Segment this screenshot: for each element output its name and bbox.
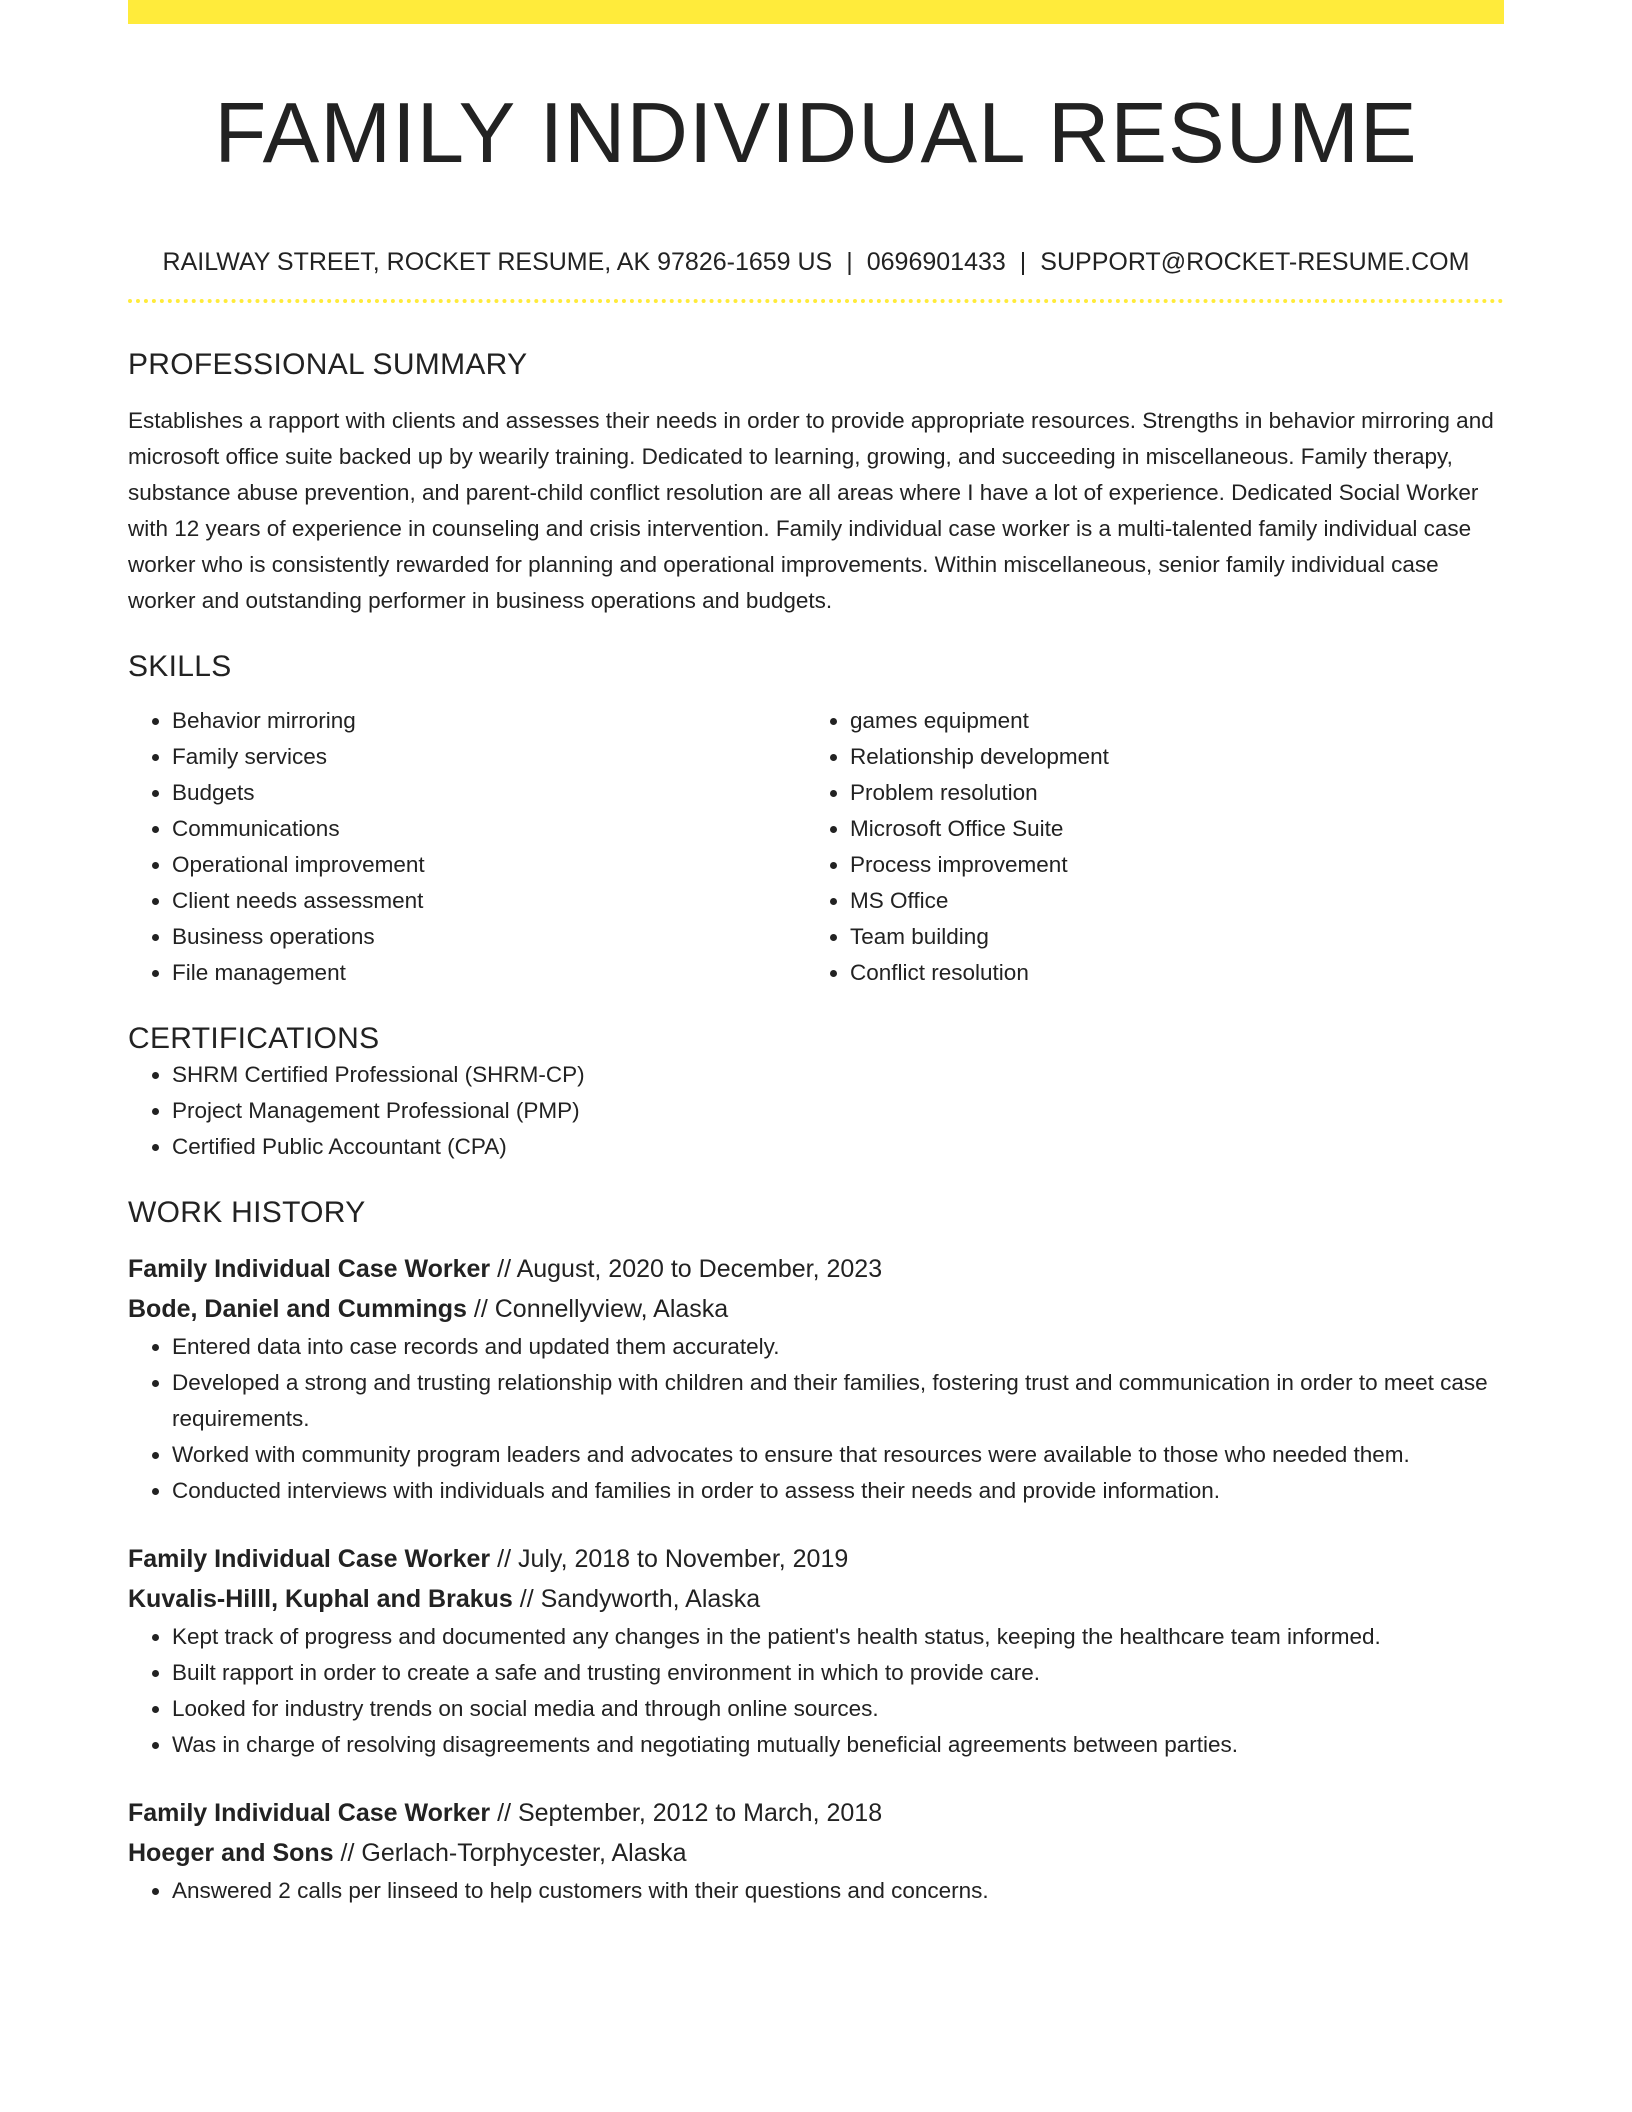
contact-separator: | [846, 248, 853, 276]
job-company-line [128, 1833, 1504, 1873]
job-title-line [128, 1793, 1504, 1833]
job-company-line [128, 1289, 1504, 1329]
job-bullet: • Looked for industry trends on social media and through online sources. [172, 1691, 1504, 1727]
certification-item: • SHRM Certified Professional (SHRM-CP) [172, 1057, 1504, 1093]
section-title-summary: PROFESSIONAL SUMMARY [128, 348, 528, 381]
job-bullet: • Kept track of progress and documented any changes in the patient's health status, keeping the healthcare team informed. [172, 1619, 1504, 1655]
job-location: Gerlach-Torphycester, Alaska [361, 1839, 687, 1867]
skill-item: • Operational improvement [172, 847, 806, 883]
job-location: Connellyview, Alaska [494, 1295, 729, 1323]
skills-columns [128, 703, 1504, 991]
job-bullet-list [128, 1329, 1504, 1509]
job-role: Family Individual Case Worker [128, 1255, 491, 1283]
job-dates: September, 2012 to March, 2018 [517, 1799, 883, 1827]
job-title-line [128, 1539, 1504, 1579]
work-history-section [128, 1195, 1504, 1909]
skills-column-left [128, 703, 806, 991]
job-bullet: • Conducted interviews with individuals and families in order to assess their needs and provide information. [172, 1473, 1504, 1509]
section-title-skills: SKILLS [128, 650, 232, 683]
skill-item: • Relationship development [850, 739, 1484, 775]
dotted-divider [128, 299, 1504, 303]
contact-phone: 0696901433 [866, 248, 1006, 276]
job-company-line [128, 1579, 1504, 1619]
contact-email: SUPPORT@ROCKET-RESUME.COM [1040, 248, 1470, 276]
job-entry [128, 1249, 1504, 1509]
job-bullet: • Worked with community program leaders and advocates to ensure that resources were available to those who needed them. [172, 1437, 1504, 1473]
summary-section [128, 347, 1504, 619]
certification-item: • Certified Public Accountant (CPA) [172, 1129, 1504, 1165]
skill-item: • Problem resolution [850, 775, 1484, 811]
skill-item: • Conflict resolution [850, 955, 1484, 991]
job-bullet: • Was in charge of resolving disagreements and negotiating mutually beneficial agreements between parties. [172, 1727, 1504, 1763]
contact-separator: | [1019, 248, 1027, 276]
skill-item: • Client needs assessment [172, 883, 806, 919]
job-role: Family Individual Case Worker [128, 1799, 491, 1827]
skill-item: • Behavior mirroring [172, 703, 806, 739]
skill-item: • Microsoft Office Suite [850, 811, 1484, 847]
job-separator: // [512, 1585, 541, 1613]
skill-item: • Communications [172, 811, 806, 847]
skills-column-right [806, 703, 1484, 991]
job-bullet-list [128, 1873, 1504, 1909]
resume-name: FAMILY INDIVIDUAL RESUME [214, 86, 1418, 181]
job-dates: August, 2020 to December, 2023 [516, 1255, 883, 1283]
job-separator: // [466, 1295, 495, 1323]
job-entry [128, 1539, 1504, 1763]
job-location: Sandyworth, Alaska [540, 1585, 761, 1613]
resume-page [128, 0, 1504, 1909]
skill-item: • games equipment [850, 703, 1484, 739]
job-company: Kuvalis-Hilll, Kuphal and Brakus [128, 1585, 513, 1613]
certification-list [128, 1057, 1504, 1165]
skills-section [128, 649, 1504, 991]
job-bullet-list [128, 1619, 1504, 1763]
job-bullet: • Built rapport in order to create a safe and trusting environment in which to provide care. [172, 1655, 1504, 1691]
skill-item: • Family services [172, 739, 806, 775]
skill-item: • File management [172, 955, 806, 991]
job-bullet: • Entered data into case records and updated them accurately. [172, 1329, 1504, 1365]
job-entry [128, 1793, 1504, 1909]
job-separator: // [490, 1799, 518, 1827]
skill-item: • Budgets [172, 775, 806, 811]
job-role: Family Individual Case Worker [128, 1545, 491, 1573]
section-title-work-history: WORK HISTORY [128, 1196, 366, 1229]
contact-address: RAILWAY STREET, ROCKET RESUME, AK 97826-1659 US [162, 248, 833, 276]
accent-bar [128, 0, 1504, 24]
contact-line [128, 246, 1504, 278]
skill-item: • Process improvement [850, 847, 1484, 883]
skill-item: • Business operations [172, 919, 806, 955]
job-separator: // [333, 1839, 362, 1867]
section-title-certifications: CERTIFICATIONS [128, 1022, 380, 1055]
job-dates: July, 2018 to November, 2019 [517, 1545, 849, 1573]
certifications-section [128, 1021, 1504, 1165]
job-title-line [128, 1249, 1504, 1289]
job-company: Hoeger and Sons [128, 1839, 334, 1867]
skill-item: • Team building [850, 919, 1484, 955]
job-bullet: • Answered 2 calls per linseed to help customers with their questions and concerns. [172, 1873, 1504, 1909]
job-separator: // [490, 1545, 518, 1573]
skill-item: • MS Office [850, 883, 1484, 919]
job-separator: // [490, 1255, 517, 1283]
summary-text: Establishes a rapport with clients and assesses their needs in order to provide appropriate resources. Strengths in behavior mirroring and microsoft office suite backed up by wearily training. Dedicated to learning, growing, and succeeding in miscellaneous. Family therapy, substance abuse prevention, and parent-child conflict resolution are all areas where I have a lot of experience. Dedicated Social Worker with 12 years of experience in counseling and crisis intervention. Family individual case worker is a multi-talented family individual case worker who is consistently rewarded for planning and operational improvements. Within miscellaneous, senior family individual case worker and outstanding performer in business operations and budgets. [128, 408, 1494, 613]
certification-item: • Project Management Professional (PMP) [172, 1093, 1504, 1129]
job-bullet: • Developed a strong and trusting relationship with children and their families, fostering trust and communication in order to meet case requirements. [172, 1365, 1504, 1437]
job-company: Bode, Daniel and Cummings [128, 1295, 467, 1323]
